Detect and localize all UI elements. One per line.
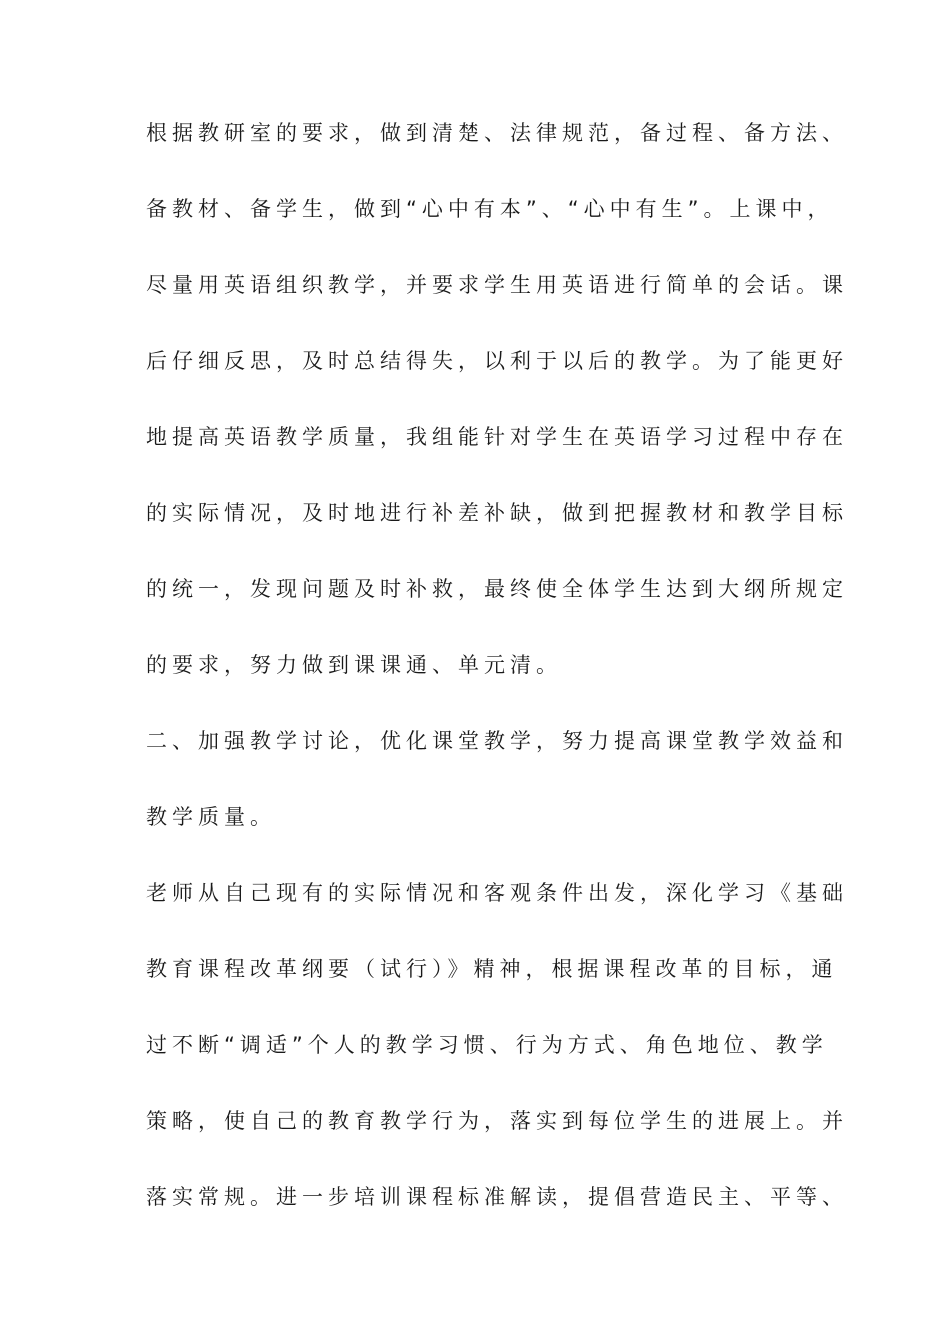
text-line: 根据教研室的要求，做到清楚、法律规范，备过程、备方法、 bbox=[146, 121, 848, 145]
text-line: 过不断“调适”个人的教学习惯、行为方式、角色地位、教学 bbox=[146, 1033, 828, 1057]
text-line: 后仔细反思，及时总结得失，以利于以后的教学。为了能更好 bbox=[146, 349, 848, 373]
text-line: 备教材、备学生，做到“心中有本”、“心中有生”。上课中， bbox=[146, 197, 834, 221]
document-body bbox=[146, 114, 848, 1254]
section-heading: 二、加强教学讨论，优化课堂教学，努力提高课堂教学效益和 bbox=[146, 729, 848, 753]
text-line: 落实常规。进一步培训课程标准解读，提倡营造民主、平等、 bbox=[146, 1185, 848, 1209]
text-line: 老师从自己现有的实际情况和客观条件出发，深化学习《基础 bbox=[146, 881, 848, 905]
text-line: 的实际情况，及时地进行补差补缺，做到把握教材和教学目标 bbox=[146, 501, 848, 525]
section-heading: 教学质量。 bbox=[146, 805, 276, 829]
text-line: 的要求，努力做到课课通、单元清。 bbox=[146, 653, 562, 677]
text-line: 策略，使自己的教育教学行为，落实到每位学生的进展上。并 bbox=[146, 1109, 848, 1133]
text-line: 的统一，发现问题及时补救，最终使全体学生达到大纲所规定 bbox=[146, 577, 848, 601]
text-line: 教育课程改革纲要（试行）》精神，根据课程改革的目标，通 bbox=[146, 957, 838, 981]
text-line: 尽量用英语组织教学，并要求学生用英语进行简单的会话。课 bbox=[146, 273, 848, 297]
text-line: 地提高英语教学质量，我组能针对学生在英语学习过程中存在 bbox=[146, 425, 848, 449]
